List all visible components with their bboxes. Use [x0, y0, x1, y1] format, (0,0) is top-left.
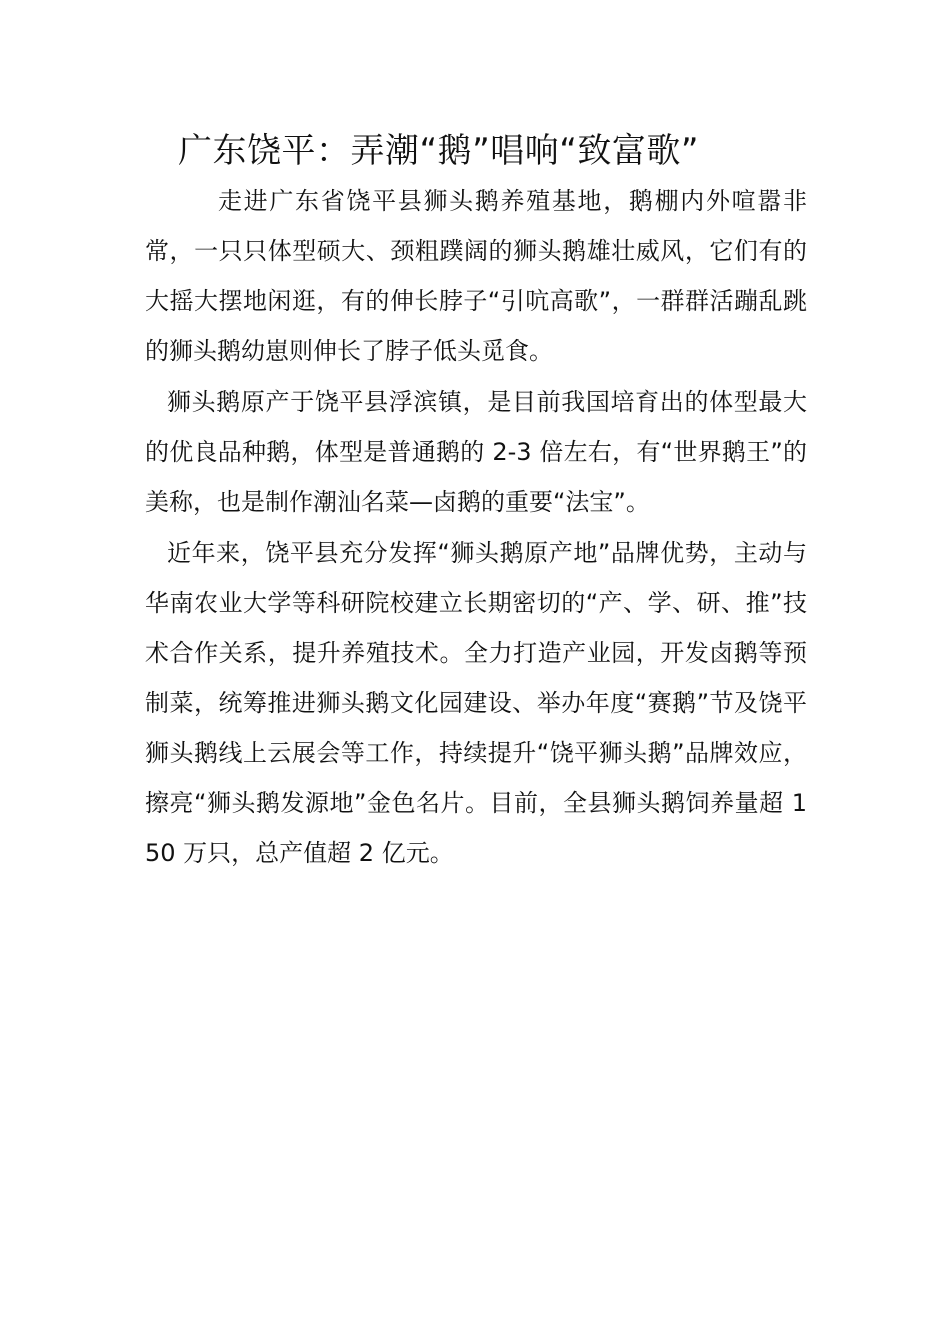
paragraph-3: 近年来，饶平县充分发挥“狮头鹅原产地”品牌优势，主动与华南农业大学等科研院校建立长期密切的“产、学、研、推”技术合作关系，提升养殖技术。全力打造产业园，开发卤鹅等预制菜，统筹推进狮头鹅文化园建设、举办年度“赛鹅”节及饶平狮头鹅线上云展会等工作，持续提升“饶平狮头鹅”品牌效应，擦亮“狮头鹅发源地”金色名片。目前，全县狮头鹅饲养量超 150 万只，总产值超 2 亿元。	[145, 539, 807, 867]
paragraph-2: 狮头鹅原产于饶平县浮滨镇，是目前我国培育出的体型最大的优良品种鹅，体型是普通鹅的 2-3 倍左右，有“世界鹅王”的美称，也是制作潮汕名菜—卤鹅的重要“法宝”。	[145, 388, 807, 516]
article-body	[145, 176, 807, 879]
paragraph-1: 走进广东省饶平县狮头鹅养殖基地，鹅棚内外喧嚣非常，一只只体型硕大、颈粗蹼阔的狮头鹅雄壮威风，它们有的大摇大摆地闲逛，有的伸长脖子“引吭高歌”，一群群活蹦乱跳的狮头鹅幼崽则伸长了脖子低头觅食。	[145, 187, 807, 365]
article-title: 广东饶平：弄潮“鹅”唱响“致富歌”	[178, 131, 699, 171]
